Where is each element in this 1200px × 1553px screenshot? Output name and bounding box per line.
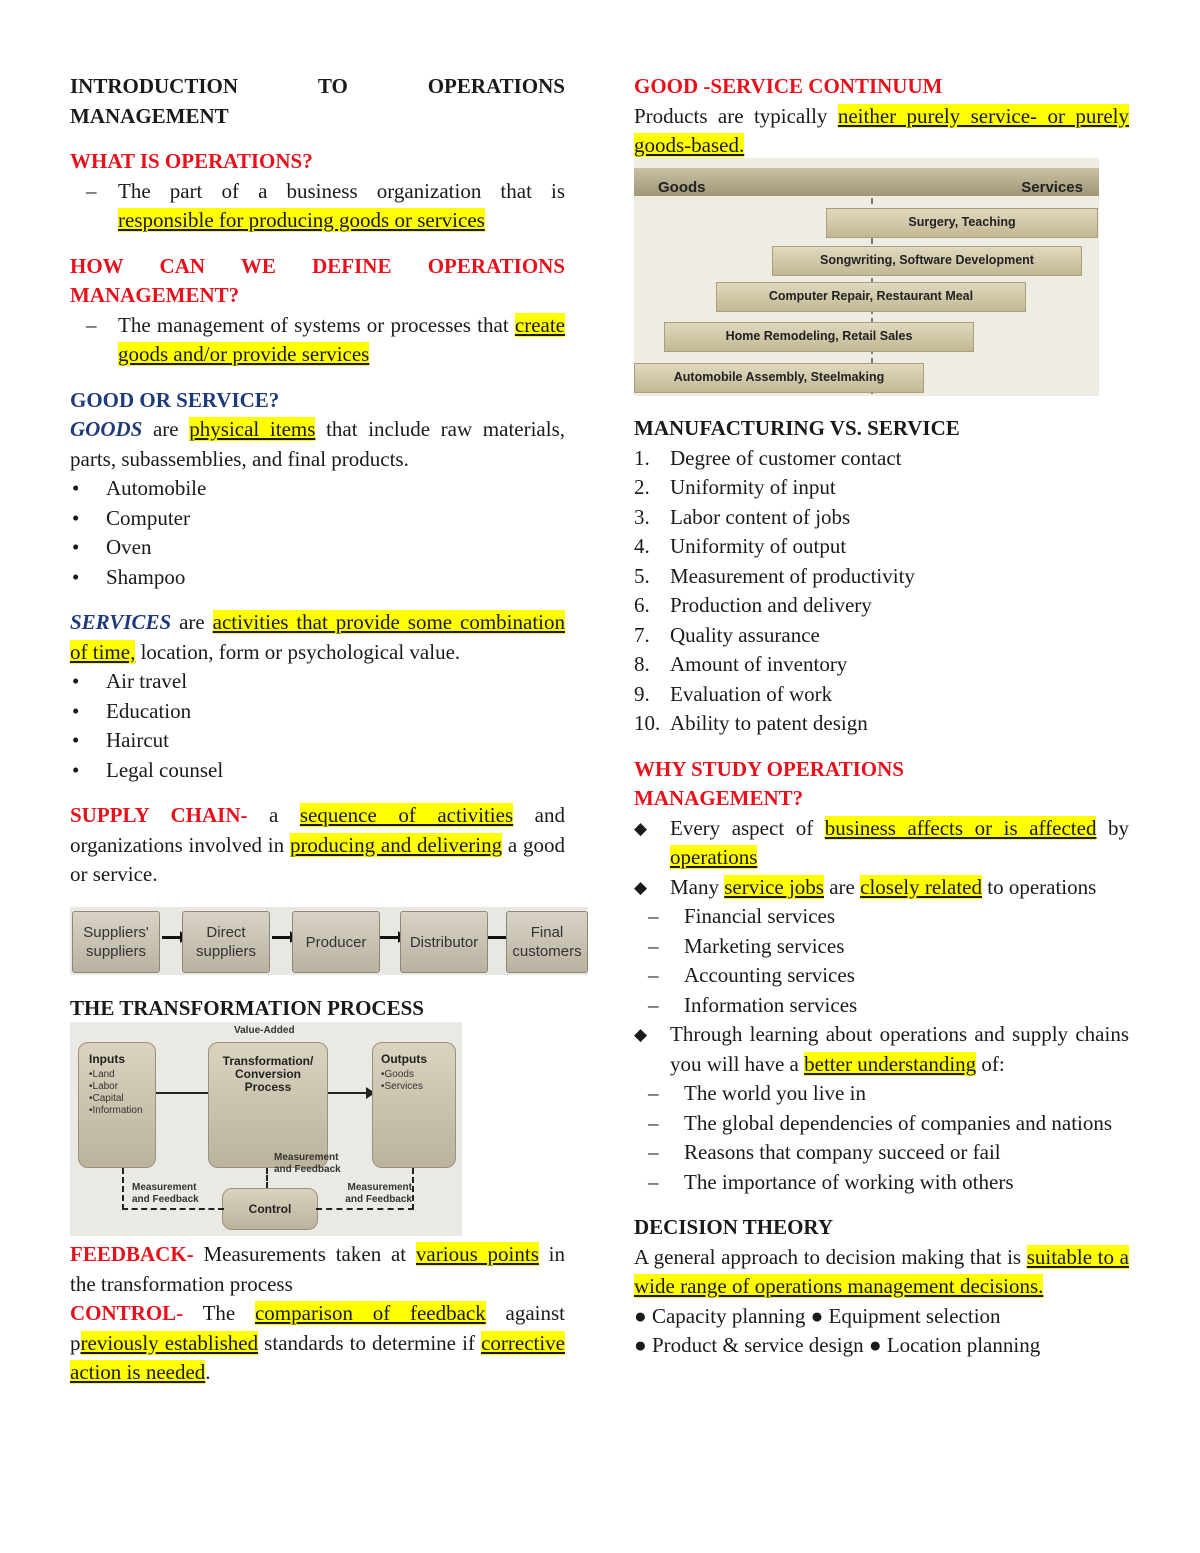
list-item: – Financial services: [634, 902, 1129, 932]
mfg-vs-service-heading: MANUFACTURING VS. SERVICE: [634, 416, 960, 440]
outputs-items: •Goods •Services: [381, 1069, 423, 1092]
conversion-box: [208, 1042, 328, 1168]
why-study-heading: WHY STUDY OPERATIONS: [634, 756, 904, 781]
feedback-control-section: [70, 1240, 565, 1388]
list-item: – Accounting services: [634, 961, 1129, 991]
control-term: CONTROL-: [70, 1301, 184, 1325]
right-lower-section: [634, 414, 1129, 1361]
right-column: [634, 72, 1129, 161]
conversion-title: Transformation/ Conversion Process: [222, 1054, 314, 1094]
decision-item: Equipment selection: [828, 1303, 1001, 1328]
decision-items-row: [634, 1302, 1129, 1332]
continuum-step: Surgery, Teaching: [826, 208, 1098, 238]
supply-box: Direct suppliers: [182, 911, 270, 973]
highlight: better understanding: [804, 1051, 977, 1076]
continuum-step: Automobile Assembly, Steelmaking: [634, 363, 924, 393]
list-item: ◆ Many service jobs are closely related to operations: [634, 873, 1129, 903]
highlight: responsible for producing goods or services: [118, 208, 485, 232]
list-item: • Haircut: [70, 726, 565, 756]
title-word: TO: [317, 74, 348, 98]
highlight: producing and delivering: [289, 832, 503, 857]
highlight: create goods and/or provide services: [118, 312, 565, 366]
list-item: • Legal counsel: [70, 756, 565, 786]
supply-box: Suppliers' suppliers: [72, 911, 160, 973]
goods-service-continuum-diagram: [634, 158, 1099, 396]
feedback-definition: FEEDBACK- Measurements taken at various points in the transformation process: [70, 1242, 565, 1296]
supply-box: Distributor: [400, 911, 488, 973]
services-definition: SERVICES are activities that provide some combination of time, location, form or psychological value.: [70, 610, 565, 664]
highlight: activities that provide some combination of time,: [70, 610, 565, 664]
what-definition: – The part of a business organization that is responsible for producing goods or services: [70, 177, 565, 236]
arrow-right-icon: [488, 936, 508, 939]
supply-chain-diagram: [70, 907, 588, 975]
diamond-icon: ◆: [634, 818, 648, 838]
list-item: • Automobile: [70, 474, 565, 504]
supply-chain-definition: SUPPLY CHAIN- a sequence of activities and organizations involved in producing and delivering a good or service.: [70, 803, 566, 886]
title-word: INTRODUCTION: [70, 74, 239, 98]
list-item: • Air travel: [70, 667, 565, 697]
bullet-icon: ●: [810, 1303, 824, 1328]
highlight: closely related: [860, 874, 982, 899]
outputs-box: [372, 1042, 456, 1168]
continuum-text: Products are typically neither purely service- or purely goods-based.: [634, 103, 1129, 157]
feedback-label: Measurement and Feedback: [132, 1182, 199, 1205]
what-list: [70, 177, 565, 236]
list-item: ◆ Through learning about operations and supply chains you will have a better understanding of:: [634, 1022, 1129, 1076]
supply-chain-term: SUPPLY CHAIN-: [70, 803, 248, 827]
list-item: 4. Uniformity of output: [634, 534, 847, 558]
bullet-icon: ●: [634, 1303, 647, 1328]
why3-sublist: [634, 1079, 1129, 1197]
bullet-icon: ●: [634, 1333, 647, 1357]
value-added-label: Value-Added: [234, 1025, 295, 1036]
arrow-right-icon: [328, 1092, 368, 1094]
feedback-label: Measurement and Feedback: [345, 1182, 412, 1205]
control-box: [222, 1188, 318, 1230]
why-list-2: [634, 1020, 1129, 1079]
bullet-icon: ●: [868, 1333, 882, 1357]
decision-item: Product & service design: [651, 1333, 864, 1357]
list-item: 6. Production and delivery: [634, 593, 872, 617]
left-column: [70, 72, 565, 890]
highlight: sequence of activities: [299, 803, 514, 827]
diamond-icon: ◆: [634, 877, 648, 897]
highlight: service jobs: [724, 874, 824, 899]
decision-items-row: [634, 1331, 1129, 1361]
highlight: various points: [415, 1242, 539, 1266]
continuum-heading: GOOD -SERVICE CONTINUUM: [634, 74, 943, 98]
list-item: 9. Evaluation of work: [634, 681, 833, 706]
decision-theory-text: A general approach to decision making that is suitable to a wide range of operations management decisions.: [634, 1244, 1129, 1298]
why-list: [634, 814, 1129, 903]
list-item: 7. Quality assurance: [634, 622, 820, 647]
list-item: 3. Labor content of jobs: [634, 504, 851, 529]
good-or-service-heading: GOOD OR SERVICE?: [70, 387, 280, 412]
highlight: comparison of feedback: [254, 1301, 486, 1325]
supply-box: Final customers: [506, 911, 588, 973]
highlight: physical items: [189, 417, 316, 441]
list-item: – Reasons that company succeed or fail: [634, 1138, 1129, 1168]
connector-line: [156, 1092, 208, 1094]
document-title: [70, 72, 565, 102]
goods-label: Goods: [658, 179, 706, 196]
decision-theory-heading: DECISION THEORY: [634, 1215, 834, 1239]
how-list: [70, 311, 565, 370]
list-item: – The world you live in: [634, 1079, 1129, 1109]
decision-item: Capacity planning: [651, 1303, 806, 1328]
feedback-term: FEEDBACK-: [70, 1242, 194, 1266]
how-definition: – The management of systems or processes that create goods and/or provide services: [70, 311, 565, 370]
continuum-step: Computer Repair, Restaurant Meal: [716, 282, 1026, 312]
list-item: 8. Amount of inventory: [634, 652, 848, 676]
outputs-title: Outputs: [381, 1052, 427, 1066]
list-item: • Shampoo: [70, 563, 565, 593]
list-item: – The importance of working with others: [634, 1168, 1129, 1198]
highlight: suitable to a wide range of operations management decisions.: [634, 1244, 1129, 1298]
highlight: neither purely service- or purely goods-based.: [634, 103, 1129, 157]
services-list: [70, 667, 565, 785]
continuum-step: Home Remodeling, Retail Sales: [664, 322, 974, 352]
list-item: 5. Measurement of productivity: [634, 563, 915, 588]
list-item: – Marketing services: [634, 932, 1129, 962]
list-item: 10. Ability to patent design: [634, 711, 868, 735]
continuum-bar: [634, 168, 1099, 196]
how-heading: HOW CAN WE DEFINE OPERATIONS MANAGEMENT?: [70, 253, 565, 307]
list-item: • Oven: [70, 533, 565, 563]
list-item: 2. Uniformity of input: [634, 475, 836, 499]
decision-item: Location planning: [886, 1333, 1041, 1357]
document-title-line2: MANAGEMENT: [70, 103, 229, 128]
list-item: • Education: [70, 697, 565, 727]
diamond-icon: ◆: [634, 1025, 648, 1044]
arrow-right-icon: [272, 936, 292, 939]
continuum-step: Songwriting, Software Development: [772, 246, 1082, 276]
supply-box: Producer: [292, 911, 380, 973]
what-heading: WHAT IS OPERATIONS?: [70, 149, 313, 173]
why-study-heading-line2: MANAGEMENT?: [634, 786, 804, 810]
transformation-heading: THE TRANSFORMATION PROCESS: [70, 996, 424, 1020]
control-definition: CONTROL- The comparison of feedback against previously established standards to determine if corrective action is needed.: [70, 1301, 566, 1384]
inputs-items: •Land •Labor •Capital •Information: [89, 1069, 143, 1116]
inputs-title: Inputs: [89, 1052, 125, 1066]
arrow-right-icon: [162, 936, 182, 939]
services-term: SERVICES: [70, 610, 172, 634]
goods-definition: GOODS are physical items that include raw materials, parts, subassemblies, and final products.: [70, 417, 566, 471]
list-item: – Information services: [634, 991, 1129, 1021]
feedback-label: Measurement and Feedback: [274, 1152, 341, 1175]
why2-sublist: [634, 902, 1129, 1020]
list-item: – The global dependencies of companies and nations: [634, 1109, 1129, 1139]
mfg-vs-service-list: [634, 444, 1129, 739]
title-word: OPERATIONS: [427, 74, 565, 98]
goods-term: GOODS: [70, 417, 143, 441]
list-item: 1. Degree of customer contact: [634, 445, 902, 470]
control-title: Control: [248, 1202, 292, 1216]
highlight: operations: [670, 845, 758, 869]
arrow-right-icon: [380, 936, 400, 939]
goods-list: [70, 474, 565, 592]
list-item: • Computer: [70, 504, 565, 534]
feedback-line-center: [266, 1168, 268, 1188]
highlight: reviously established: [80, 1330, 259, 1355]
services-label: Services: [1021, 179, 1083, 196]
transformation-diagram: [70, 1022, 462, 1236]
inputs-box: [78, 1042, 156, 1168]
list-item: ◆ Every aspect of business affects or is affected by operations: [634, 815, 1130, 869]
highlight: business affects or is affected: [824, 815, 1097, 840]
highlight: corrective action is needed: [70, 1330, 566, 1384]
